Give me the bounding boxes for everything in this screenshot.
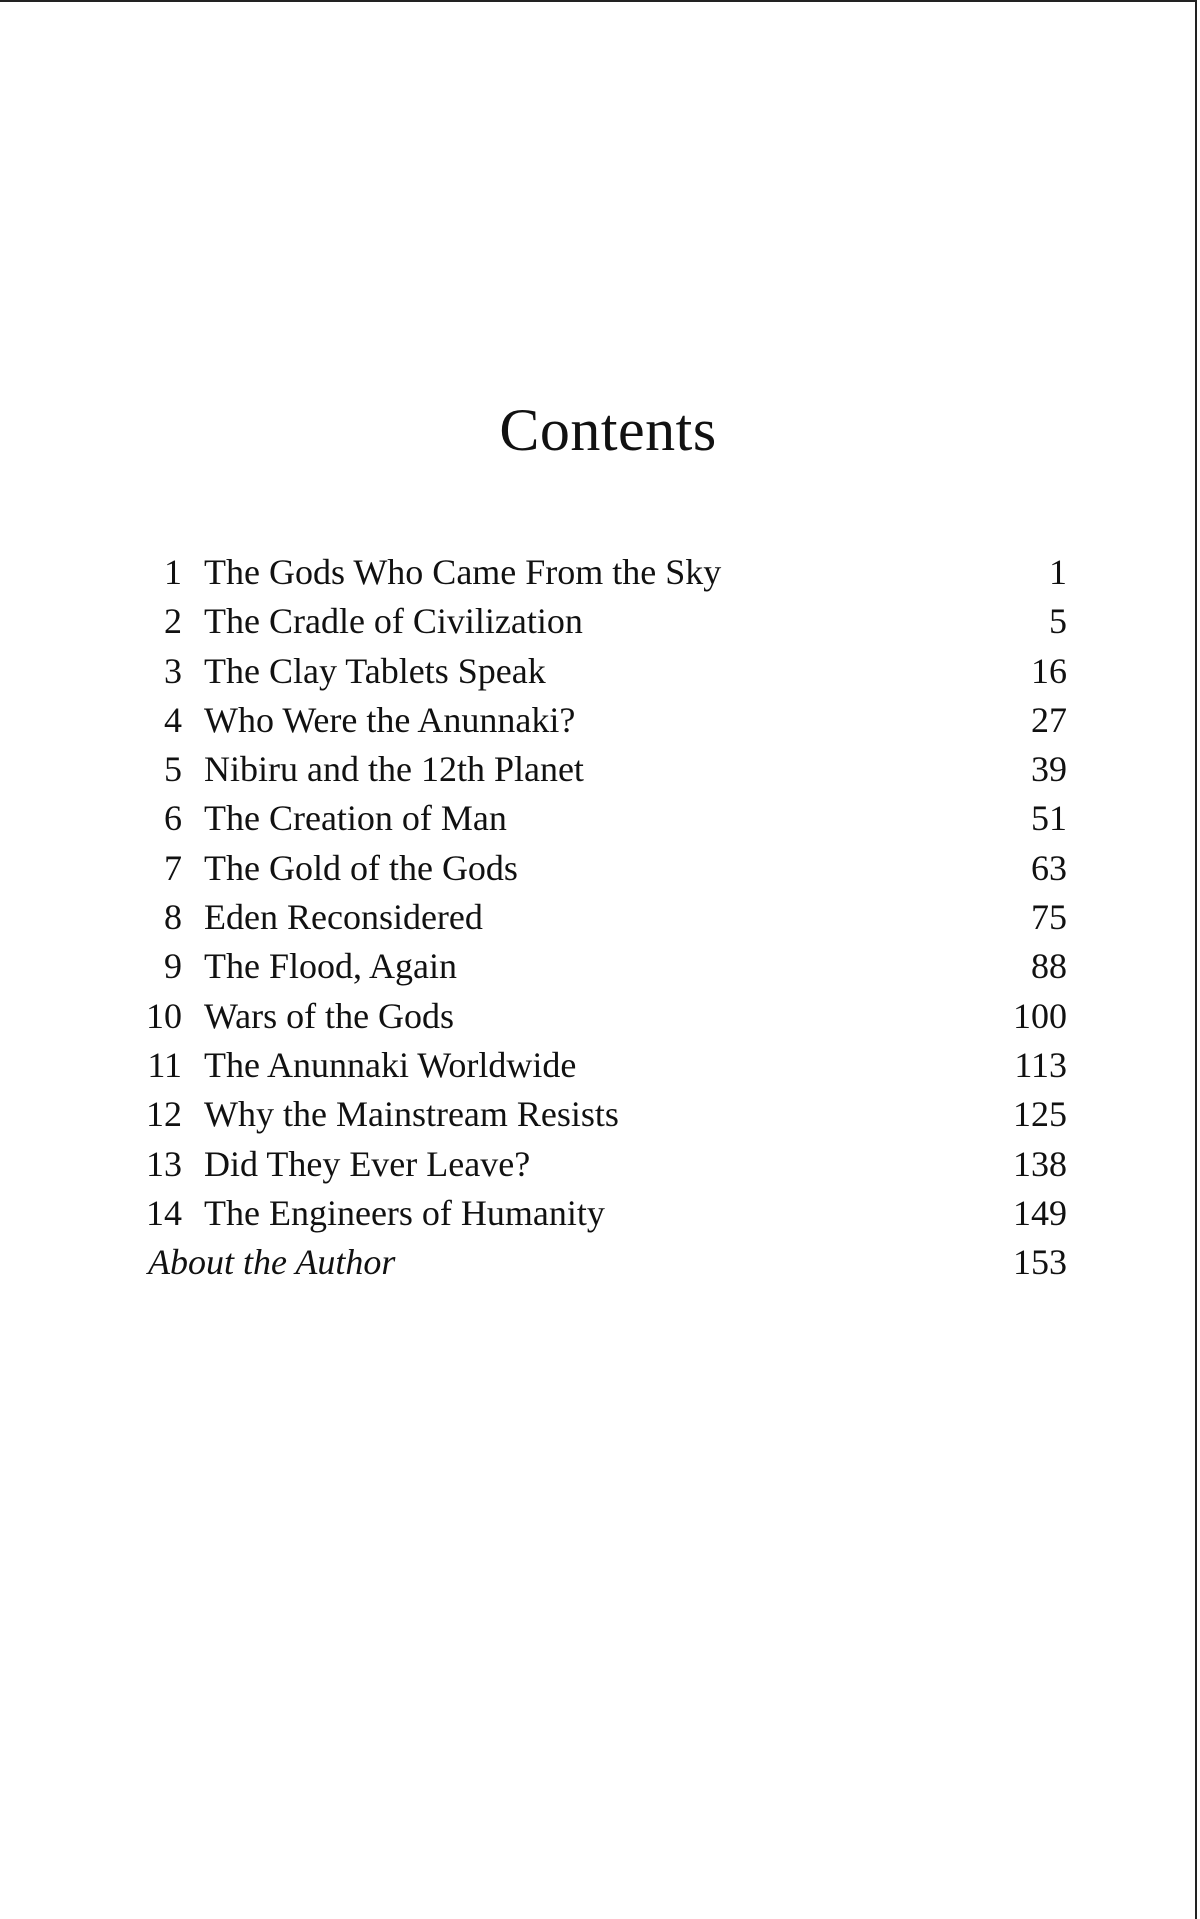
- chapter-title: The Gold of the Gods: [204, 847, 518, 888]
- chapter-number: 12: [146, 1094, 182, 1135]
- toc-entry-about-the-author[interactable]: [145, 1238, 1067, 1287]
- chapter-title: The Clay Tablets Speak: [204, 650, 546, 691]
- chapter-number: 6: [164, 798, 182, 839]
- page-number: 5: [1049, 601, 1067, 642]
- chapter-title: Wars of the Gods: [204, 995, 455, 1036]
- page-number: 51: [1031, 798, 1067, 839]
- page-number: 153: [1013, 1242, 1067, 1283]
- chapter-number: 5: [164, 749, 182, 790]
- toc-entry[interactable]: [145, 893, 1067, 942]
- toc-entry[interactable]: [145, 992, 1067, 1041]
- page-number: 149: [1013, 1192, 1067, 1233]
- chapter-number: 1: [164, 552, 182, 592]
- chapter-number: 8: [164, 897, 182, 938]
- chapter-number: 13: [146, 1143, 182, 1184]
- toc-entry[interactable]: [145, 844, 1067, 893]
- page-number: 88: [1031, 946, 1067, 987]
- chapter-number: 3: [164, 650, 182, 691]
- chapter-title: Who Were the Anunnaki?: [204, 699, 576, 740]
- chapter-title: Why the Mainstream Resists: [204, 1094, 619, 1135]
- toc-entry[interactable]: [145, 696, 1067, 745]
- chapter-title: The Creation of Man: [204, 798, 507, 839]
- chapter-title: Eden Reconsidered: [204, 897, 483, 938]
- chapter-title: The Flood, Again: [204, 946, 457, 987]
- chapter-number: 4: [164, 699, 182, 740]
- toc-entry[interactable]: [145, 1090, 1067, 1139]
- chapter-number: 14: [146, 1192, 182, 1233]
- page-number: 100: [1013, 995, 1067, 1036]
- page-number: 75: [1031, 897, 1067, 938]
- page-number: 27: [1031, 699, 1067, 740]
- table-of-contents: [145, 548, 1067, 1287]
- toc-entry[interactable]: [145, 647, 1067, 696]
- chapter-number: 2: [164, 601, 182, 642]
- toc-entry[interactable]: [145, 745, 1067, 794]
- toc-entry[interactable]: [145, 548, 1067, 597]
- chapter-title: Nibiru and the 12th Planet: [204, 749, 584, 790]
- chapter-title: The Gods Who Came From the Sky: [204, 552, 722, 592]
- toc-entry[interactable]: [145, 1041, 1067, 1090]
- page-number: 138: [1013, 1143, 1067, 1184]
- page-title: Contents: [499, 397, 717, 463]
- toc-entry[interactable]: [145, 942, 1067, 991]
- chapter-number: 10: [146, 995, 182, 1036]
- chapter-number: 11: [147, 1044, 182, 1085]
- toc-entry[interactable]: [145, 597, 1067, 646]
- back-matter-title: About the Author: [148, 1242, 396, 1283]
- page-number: 113: [1014, 1044, 1067, 1085]
- chapter-title: The Anunnaki Worldwide: [204, 1044, 577, 1085]
- chapter-number: 7: [164, 847, 182, 888]
- chapter-number: 9: [164, 946, 182, 987]
- toc-entry[interactable]: [145, 1140, 1067, 1189]
- chapter-title: Did They Ever Leave?: [204, 1143, 531, 1184]
- chapter-title: The Cradle of Civilization: [204, 601, 583, 642]
- page-number: 16: [1031, 650, 1067, 691]
- chapter-title: The Engineers of Humanity: [204, 1192, 605, 1233]
- page-number: 63: [1031, 847, 1067, 888]
- toc-entry[interactable]: [145, 794, 1067, 843]
- page-number: 1: [1049, 552, 1067, 592]
- page-number: 125: [1013, 1094, 1067, 1135]
- page-number: 39: [1031, 749, 1067, 790]
- toc-entry[interactable]: [145, 1189, 1067, 1238]
